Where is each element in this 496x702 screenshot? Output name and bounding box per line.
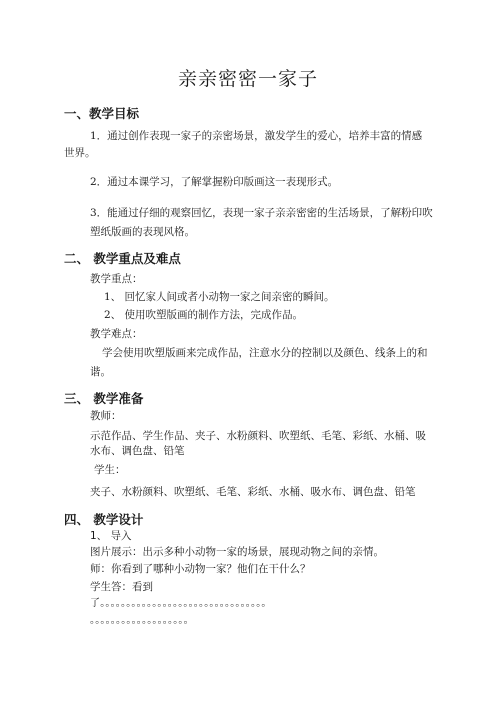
objective-item-3: 3．能通过仔细的观察回忆，表现一家子亲亲密密的生活场景，了解粉印吹塑纸版画的表现风格。 bbox=[90, 207, 433, 238]
design-line-5: 。。。。。。。。。。。。。。。。。。。 bbox=[90, 615, 194, 626]
design-line-3: 学生答：看到 bbox=[90, 581, 153, 593]
design-line-4: 了。。。。。。。。。。。。。。。。。。。。。。。。。。。。。。。。 bbox=[90, 598, 272, 609]
section-heading-design: 四、 教学设计 bbox=[64, 512, 144, 527]
student-label: 学生： bbox=[94, 464, 126, 476]
focus-item-2: 2、 使用吹塑版画的制作方法，完成作品。 bbox=[104, 309, 304, 321]
section-heading-preparation: 三、 教学准备 bbox=[64, 391, 144, 406]
focus-item-1: 1、 回忆家人间或者小动物一家之间亲密的瞬间。 bbox=[104, 291, 335, 303]
design-line-2: 师：你看到了哪种小动物一家？他们在干什么？ bbox=[90, 563, 311, 575]
teacher-materials: 示范作品、学生作品、夹子、水粉颜料、吹塑纸、毛笔、彩纸、水桶、吸水布、调色盘、铅笔 bbox=[90, 430, 426, 457]
section-heading-objectives: 一、教学目标 bbox=[64, 106, 140, 121]
design-step-intro: 1、 导入 bbox=[90, 530, 132, 542]
teacher-label: 教师： bbox=[90, 410, 122, 422]
difficulty-label: 教学难点： bbox=[90, 328, 143, 340]
document-title: 亲亲密密一家子 bbox=[177, 68, 318, 90]
design-line-1: 图片展示：出示多种小动物一家的场景，展现动物之间的亲情。 bbox=[90, 546, 384, 558]
objective-item-1: 1．通过创作表现一家子的亲密场景，激发学生的爱心，培养丰富的情感世界。 bbox=[64, 130, 423, 159]
difficulty-text: 学会使用吹塑版画来完成作品，注意水分的控制以及颜色、线条上的和谐。 bbox=[90, 347, 428, 378]
student-materials: 夹子、水粉颜料、吹塑纸、毛笔、彩纸、水桶、吸水布、调色盘、铅笔 bbox=[90, 486, 416, 498]
objective-item-2: 2．通过本课学习，了解掌握粉印版画这一表现形式。 bbox=[90, 176, 339, 188]
section-heading-key-points: 二、 教学重点及难点 bbox=[64, 251, 181, 266]
focus-label: 教学重点： bbox=[90, 273, 143, 285]
